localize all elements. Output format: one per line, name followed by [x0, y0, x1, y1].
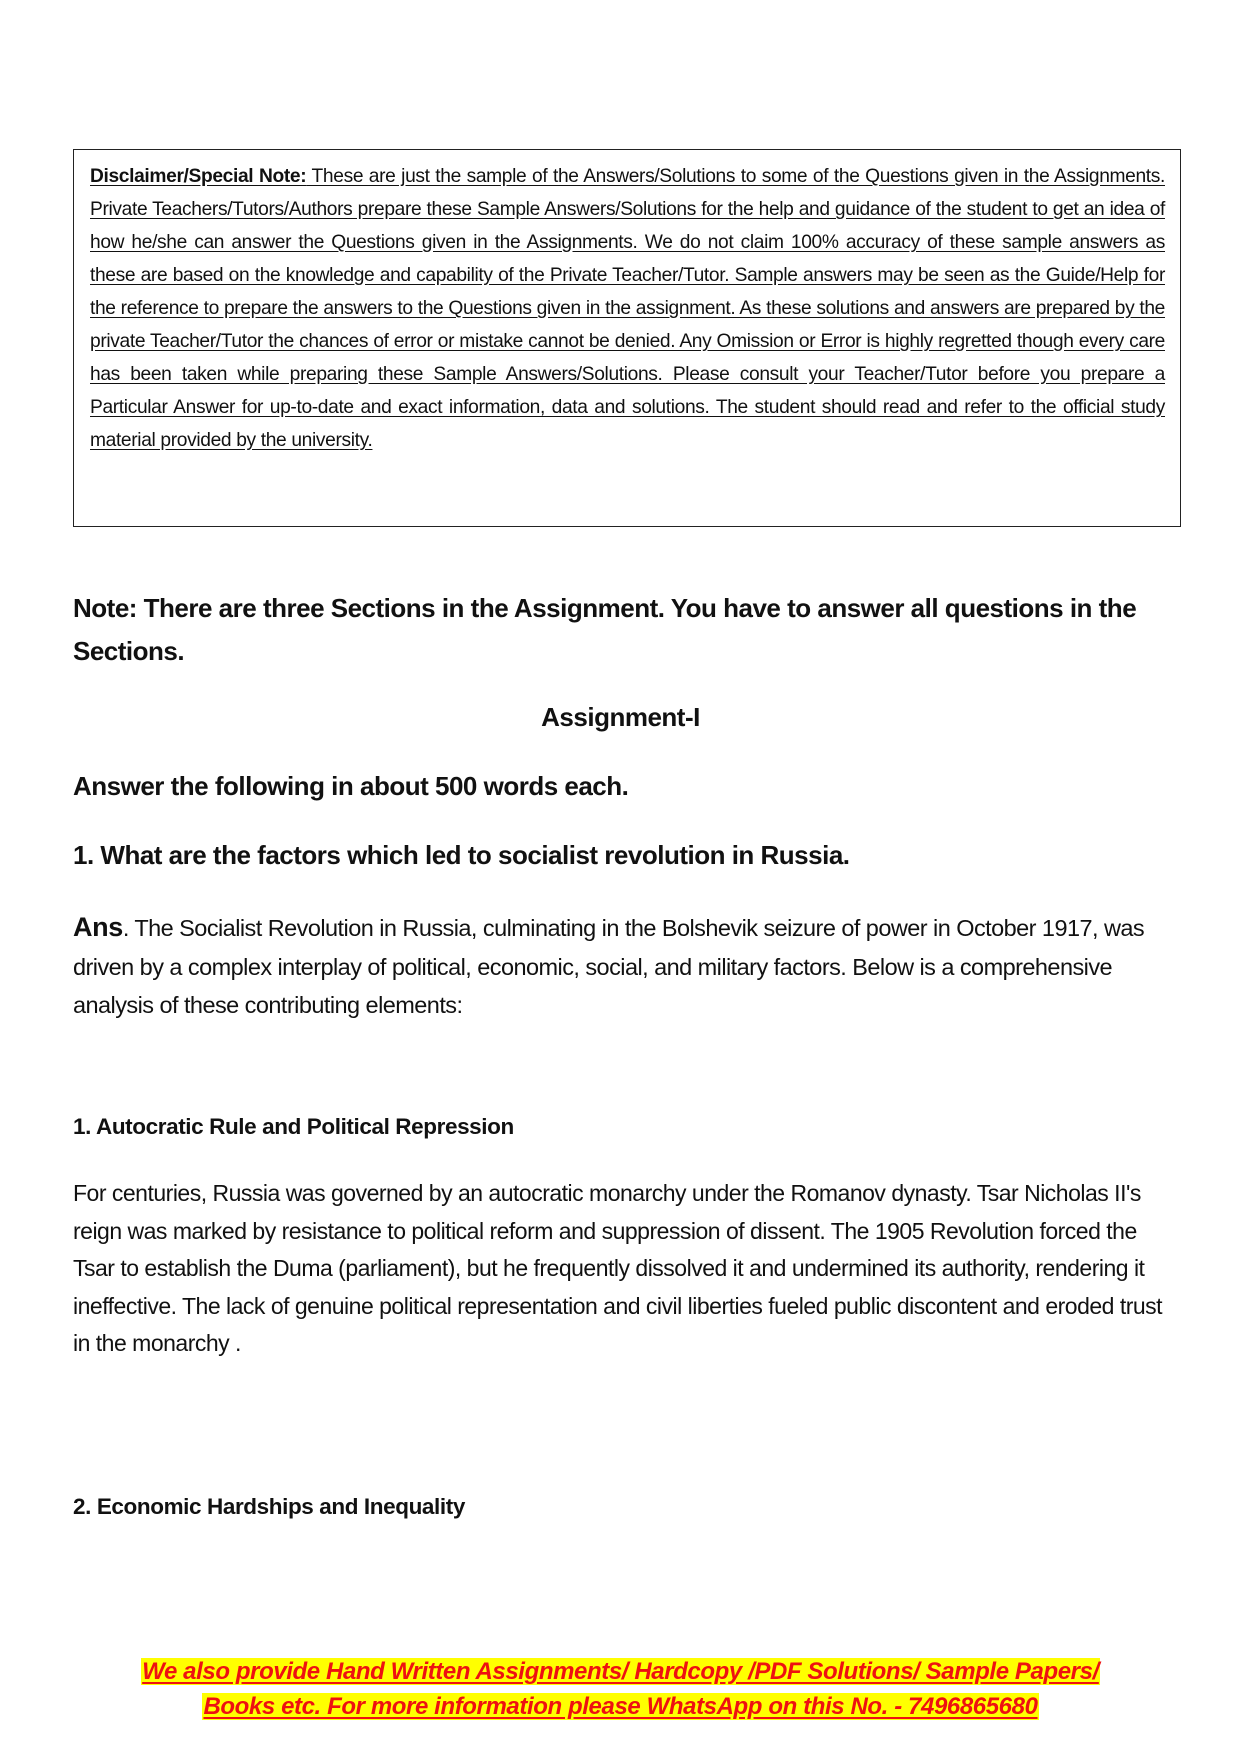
answer-intro — [73, 908, 1173, 1025]
disclaimer-body: These are just the sample of the Answers/Solutions to some of the Questions given in the Assignments. Private Teachers/Tutors/Authors prepare these Sample Answers/Solutions for the help and guidance of the student to get an idea of how he/she can answer the Questions given in the Assignments. We do not claim 100% accuracy of these sample answers as these are based on the knowledge and capability of the Private Teacher/Tutor. Sample answers may be seen as the Guide/Help for the reference to prepare the answers to the Questions given in the assignment. As these solutions and answers are prepared by the private Teacher/Tutor the chances of error or mistake cannot be denied. Any Omission or Error is highly regretted though every care has been taken while preparing these Sample Answers/Solutions. Please consult your Teacher/Tutor before you prepare a Particular Answer for up-to-date and exact information, data and solutions. The student should read and refer to the official study material provided by the university. — [90, 166, 1165, 451]
disclaimer-text — [90, 160, 1165, 457]
section-heading: 1. Autocratic Rule and Political Repression — [73, 1114, 514, 1139]
instruction-text: Answer the following in about 500 words each. — [73, 771, 629, 801]
section-body: For centuries, Russia was governed by an autocratic monarchy under the Romanov dynasty. Tsar Nicholas II's reign was marked by resistance to political reform and suppression of dissent. The 1905 Revolution forced the Tsar to establish the Duma (parliament), but he frequently dissolved it and undermined its authority, rendering it ineffective. The lack of genuine political representation and civil liberties fueled public discontent and eroded trust in the monarchy . — [73, 1180, 1163, 1357]
assignment-title: Assignment-I — [541, 702, 700, 732]
disclaimer-box — [73, 149, 1181, 527]
answer-label: Ans — [73, 912, 123, 942]
promo-banner — [0, 1654, 1241, 1724]
section-heading: 2. Economic Hardships and Inequality — [73, 1494, 465, 1519]
assignment-note: Note: There are three Sections in the Assignment. You have to answer all questions in the Sections. — [73, 593, 1137, 666]
disclaimer-label: Disclaimer/Special Note: — [90, 166, 307, 187]
promo-line-2: Books etc. For more information please WhatsApp on this No. - 7496865680 — [203, 1693, 1038, 1720]
question-heading: 1. What are the factors which led to socialist revolution in Russia. — [73, 840, 850, 870]
promo-line-1: We also provide Hand Written Assignments/ Hardcopy /PDF Solutions/ Sample Papers/ — [142, 1658, 1099, 1685]
answer-intro-text: . The Socialist Revolution in Russia, culminating in the Bolshevik seizure of power in October 1917, was driven by a complex interplay of political, economic, social, and military factors. Below is a comprehensive analysis of these contributing elements: — [73, 915, 1145, 1018]
